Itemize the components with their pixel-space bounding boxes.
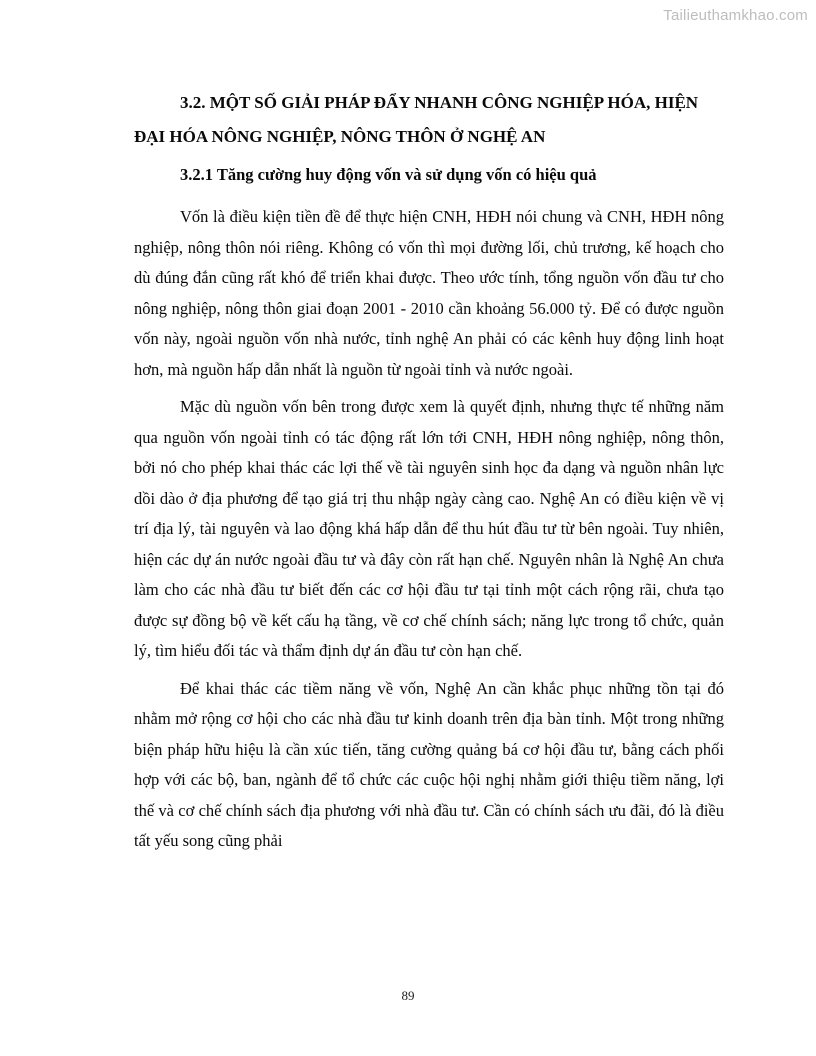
page-number: 89 — [401, 988, 415, 1003]
paragraph-2: Mặc dù nguồn vốn bên trong được xem là quyết định, nhưng thực tế những năm qua nguồn vốn ngoài tỉnh có tác động rất lớn tới CNH, HĐH nông nghiệp, nông thôn, bởi nó cho phép khai thác các lợi thế về tài nguyên sinh học đa dạng và nguồn nhân lực dồi dào ở địa phương để tạo giá trị thu nhập ngày càng cao. Nghệ An có điều kiện về vị trí địa lý, tài nguyên và lao động khá hấp dẫn để thu hút đầu tư từ bên ngoài. Tuy nhiên, hiện các dự án nước ngoài đầu tư và đây còn rất hạn chế. Nguyên nhân là Nghệ An chưa làm cho các nhà đầu tư biết đến các cơ hội đầu tư tại tỉnh một cách rộng rãi, chưa tạo được sự đồng bộ về kết cấu hạ tầng, về cơ chế chính sách; năng lực trong tổ chức, quản lý, tìm hiểu đối tác và thẩm định dự án đầu tư còn hạn chế. — [134, 397, 724, 660]
section-heading: 3.2. MỘT SỐ GIẢI PHÁP ĐẨY NHANH CÔNG NGHIỆP HÓA, HIỆN ĐẠI HÓA NÔNG NGHIỆP, NÔNG THÔN Ở NGHỆ AN — [134, 93, 699, 146]
document-content — [134, 86, 724, 864]
paragraph-1: Vốn là điều kiện tiền đề để thực hiện CNH, HĐH nói chung và CNH, HĐH nông nghiệp, nông thôn nói riêng. Không có vốn thì mọi đường lối, chủ trương, kế hoạch cho dù đúng đắn cũng rất khó để triển khai được. Theo ước tính, tổng nguồn vốn đầu tư cho nông nghiệp, nông thôn giai đoạn 2001 - 2010 cần khoảng 56.000 tỷ. Để có được nguồn vốn này, ngoài nguồn vốn nhà nước, tỉnh nghệ An phải có các kênh huy động linh hoạt hơn, mà nguồn hấp dẫn nhất là nguồn từ ngoài tỉnh và nước ngoài. — [134, 207, 724, 379]
paragraph-3: Để khai thác các tiềm năng về vốn, Nghệ An cần khắc phục những tồn tại đó nhằm mở rộng cơ hội cho các nhà đầu tư kinh doanh trên địa bàn tỉnh. Một trong những biện pháp hữu hiệu là cần xúc tiến, tăng cường quảng bá cơ hội đầu tư, bằng cách phối hợp với các bộ, ban, ngành để tổ chức các cuộc hội nghị nhằm giới thiệu tiềm năng, lợi thế và cơ chế chính sách địa phương với nhà đầu tư. Cần có chính sách ưu đãi, đó là điều tất yếu song cũng phải — [134, 678, 724, 850]
subsection-heading: 3.2.1 Tăng cường huy động vốn và sử dụng vốn có hiệu quả — [180, 165, 597, 184]
watermark-text: Tailieuthamkhao.com — [663, 7, 808, 24]
